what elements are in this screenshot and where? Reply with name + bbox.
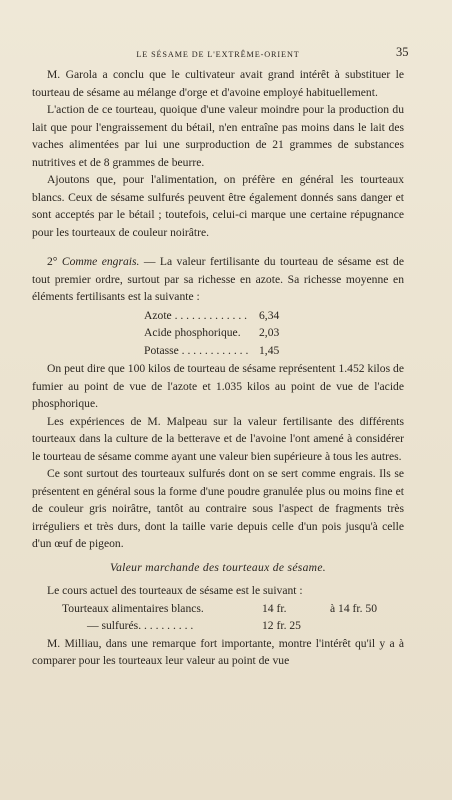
price-from: 12 fr. 25 bbox=[262, 619, 301, 632]
price-table bbox=[62, 600, 404, 635]
section-title: Valeur marchande des tourteaux de sésame. bbox=[109, 560, 326, 574]
paragraph-5: On peut dire que 100 kilos de tourteau de sésame représentent 1.452 kilos de fumier au point de vue de l'azote et 1.035 kilos au point de vue de l'acide phosphorique. bbox=[32, 362, 404, 410]
paragraph-4 bbox=[32, 253, 404, 306]
running-title: LE SÉSAME DE L'EXTRÊME-ORIENT bbox=[136, 50, 300, 59]
element-value: 2,03 bbox=[259, 326, 280, 339]
paragraph-9: M. Milliau, dans une remarque fort importante, montre l'intérêt qu'il y a à comparer pour les tourteaux leur valeur au point de vue bbox=[32, 636, 404, 667]
price-label: — sulfurés. . . . . . . . . . bbox=[87, 619, 194, 632]
element-value: 6,34 bbox=[259, 308, 280, 322]
price-from: 14 fr. bbox=[262, 601, 287, 615]
table-row bbox=[62, 600, 404, 618]
paragraph-6: Les expériences de M. Malpeau sur la valeur fertilisante des différents tourteaux dans la culture de la betterave et de l'avoine l'ont amené à considérer le tourteau de sésame comme ayant une valeur bien supérieure à tous les autres. bbox=[32, 414, 404, 463]
fertilizer-table bbox=[144, 307, 404, 360]
paragraph-7: Ce sont surtout des tourteaux sulfurés dont on se sert comme engrais. Ils se présentent en général sous la forme d'une poudre granulée plus ou moins fine et de couleur gris noirâtre, tantôt au contraire sous l'aspect de fragments très irréguliers et très durs, dont la taille varie depuis celle d'un pois jusqu'à celle d'un œuf de pigeon. bbox=[32, 467, 404, 550]
paragraph-2: L'action de ce tourteau, quoique d'une valeur moindre pour la production du lait que pour l'engraissement du bétail, n'en entraîne pas moins dans le lait des vaches alimentées par lui une surproduction de 21 grammes de substances nutritives et de 8 grammes de beurre. bbox=[32, 103, 404, 169]
element-label: Potasse . . . . . . . . . . . . bbox=[144, 343, 249, 357]
element-value: 1,45 bbox=[259, 343, 280, 357]
table-row bbox=[62, 617, 404, 635]
page-number: 35 bbox=[396, 45, 409, 59]
section-heading-engrais: Comme engrais. bbox=[61, 255, 140, 268]
table-row bbox=[144, 324, 404, 342]
element-label: Acide phosphorique. bbox=[144, 326, 241, 339]
price-label: Tourteaux alimentaires blancs. bbox=[62, 601, 204, 615]
section-number: 2° bbox=[47, 255, 62, 268]
paragraph-4-text: — La valeur fertilisante du tourteau de sésame est de tout premier ordre, surtout par sa richesse en azote. Sa richesse moyenne en éléments fertilisants est la suivante : bbox=[32, 255, 404, 303]
paragraph-3: Ajoutons que, pour l'alimentation, on préfère en général les tourteaux blancs. Ceux de sésame sulfurés peuvent être également donnés sans danger et sont acceptés par le bétail ; toutefois, celui-ci marque une certaine répugnance pour les tourteaux de couleur noirâtre. bbox=[32, 173, 404, 239]
table-row bbox=[144, 307, 404, 325]
element-label: Azote . . . . . . . . . . . . . bbox=[144, 308, 248, 322]
paragraph-gap bbox=[32, 241, 404, 253]
paragraph-1: M. Garola a conclu que le cultivateur avait grand intérêt à substituer le tourteau de sésame au mélange d'orge et d'avoine employé habituellement. bbox=[32, 68, 404, 99]
paragraph-8: Le cours actuel des tourteaux de sésame est le suivant : bbox=[47, 584, 303, 597]
page-body bbox=[32, 66, 404, 670]
table-row bbox=[144, 342, 404, 360]
price-to: à 14 fr. 50 bbox=[330, 601, 378, 615]
